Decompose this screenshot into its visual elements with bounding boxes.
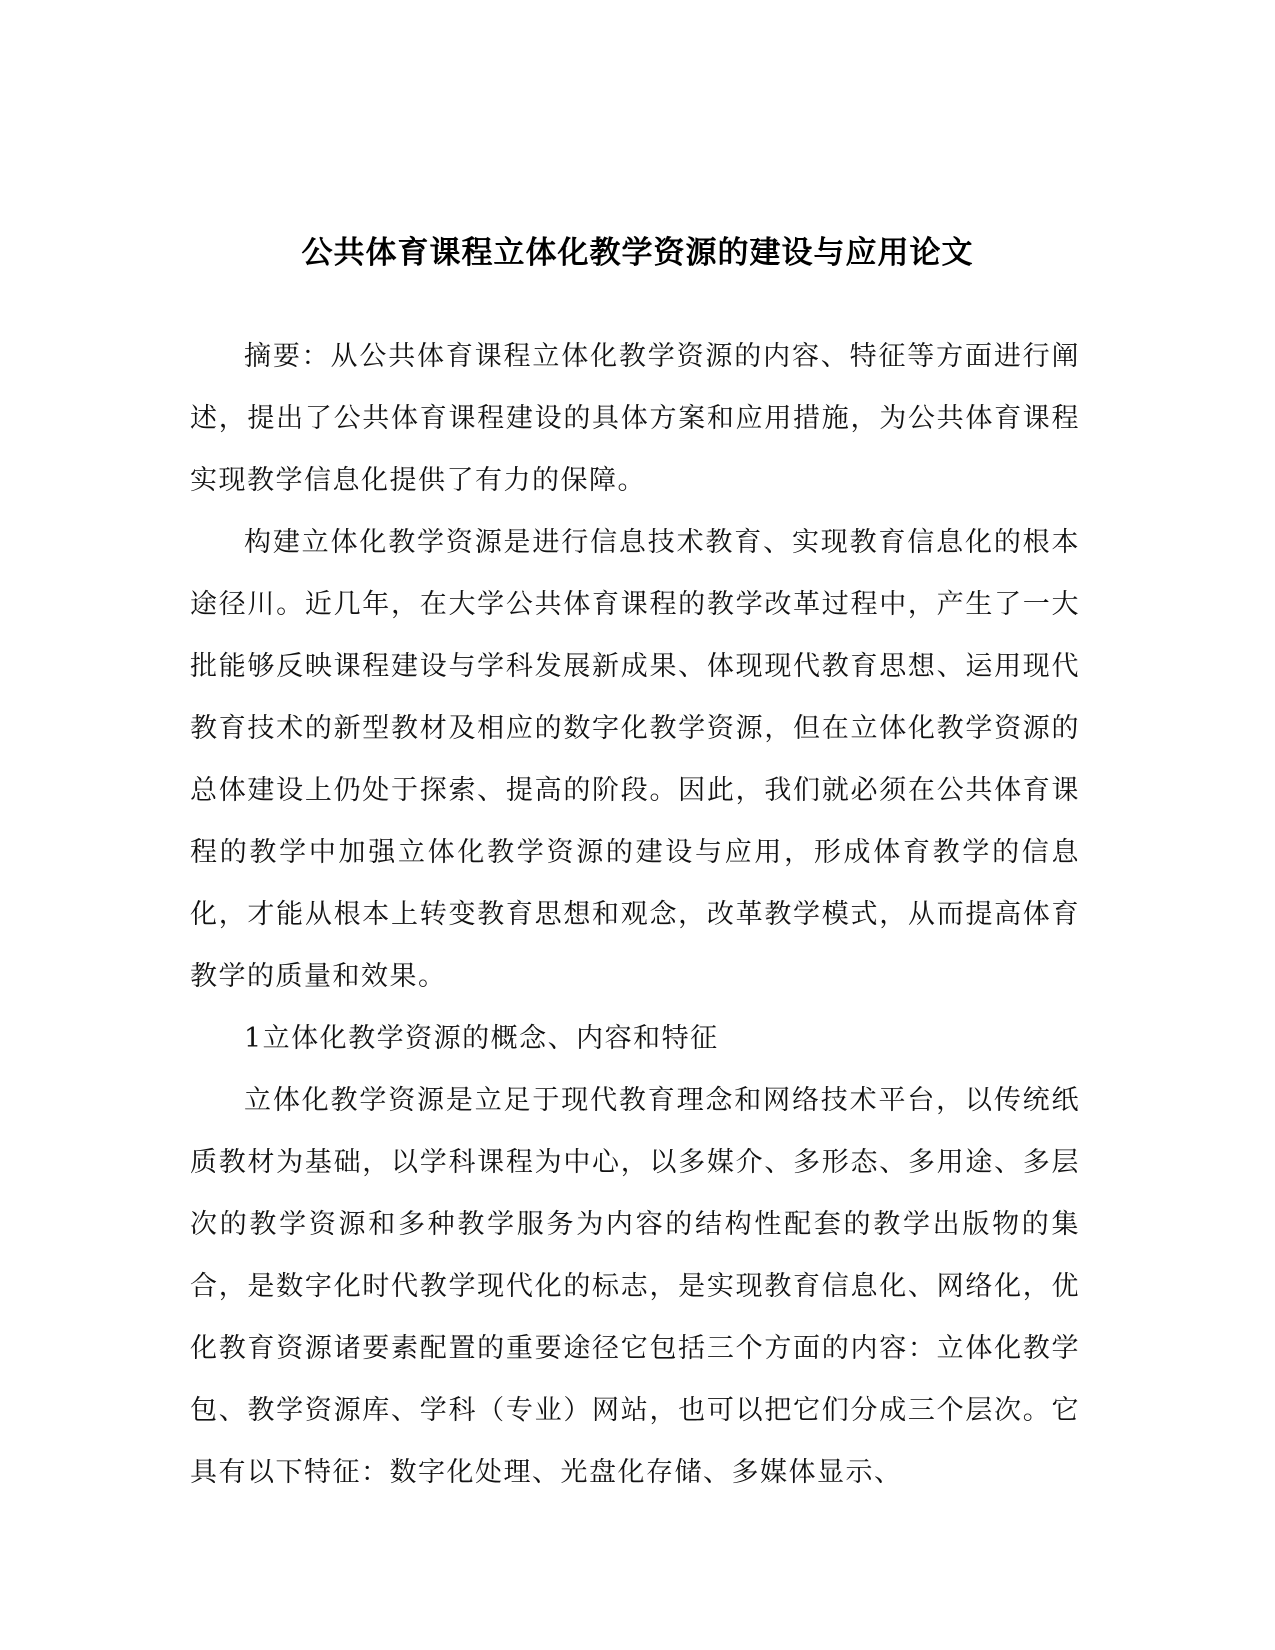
section-heading: 1立体化教学资源的概念、内容和特征 [244,1023,719,1054]
intro-paragraph: 构建立体化教学资源是进行信息技术教育、实现教育信息化的根本途径川。近几年，在大学公共体育课程的教学改革过程中，产生了一大批能够反映课程建设与学科发展新成果、体现现代教育思想、运用现代教育技术的新型教材及相应的数字化教学资源，但在立体化教学资源的总体建设上仍处于探索、提高的阶段。因此，我们就必须在公共体育课程的教学中加强立体化教学资源的建设与应用，形成体育教学的信息化，才能从根本上转变教育思想和观念，改革教学模式，从而提高体育教学的质量和效果。 [190,527,1080,992]
section-paragraph: 立体化教学资源是立足于现代教育理念和网络技术平台，以传统纸质教材为基础，以学科课程为中心，以多媒介、多形态、多用途、多层次的教学资源和多种教学服务为内容的结构性配套的教学出版物的集合，是数字化时代教学现代化的标志，是实现教育信息化、网络化，优化教育资源诸要素配置的重要途径它包括三个方面的内容：立体化教学包、教学资源库、学科（专业）网站，也可以把它们分成三个层次。它具有以下特征：数字化处理、光盘化存储、多媒体显示、 [190,1085,1080,1488]
abstract-paragraph: 摘要：从公共体育课程立体化教学资源的内容、特征等方面进行阐述，提出了公共体育课程建设的具体方案和应用措施，为公共体育课程实现教学信息化提供了有力的保障。 [190,341,1080,496]
document-body [190,326,1080,1504]
document-title: 公共体育课程立体化教学资源的建设与应用论文 [301,234,974,271]
